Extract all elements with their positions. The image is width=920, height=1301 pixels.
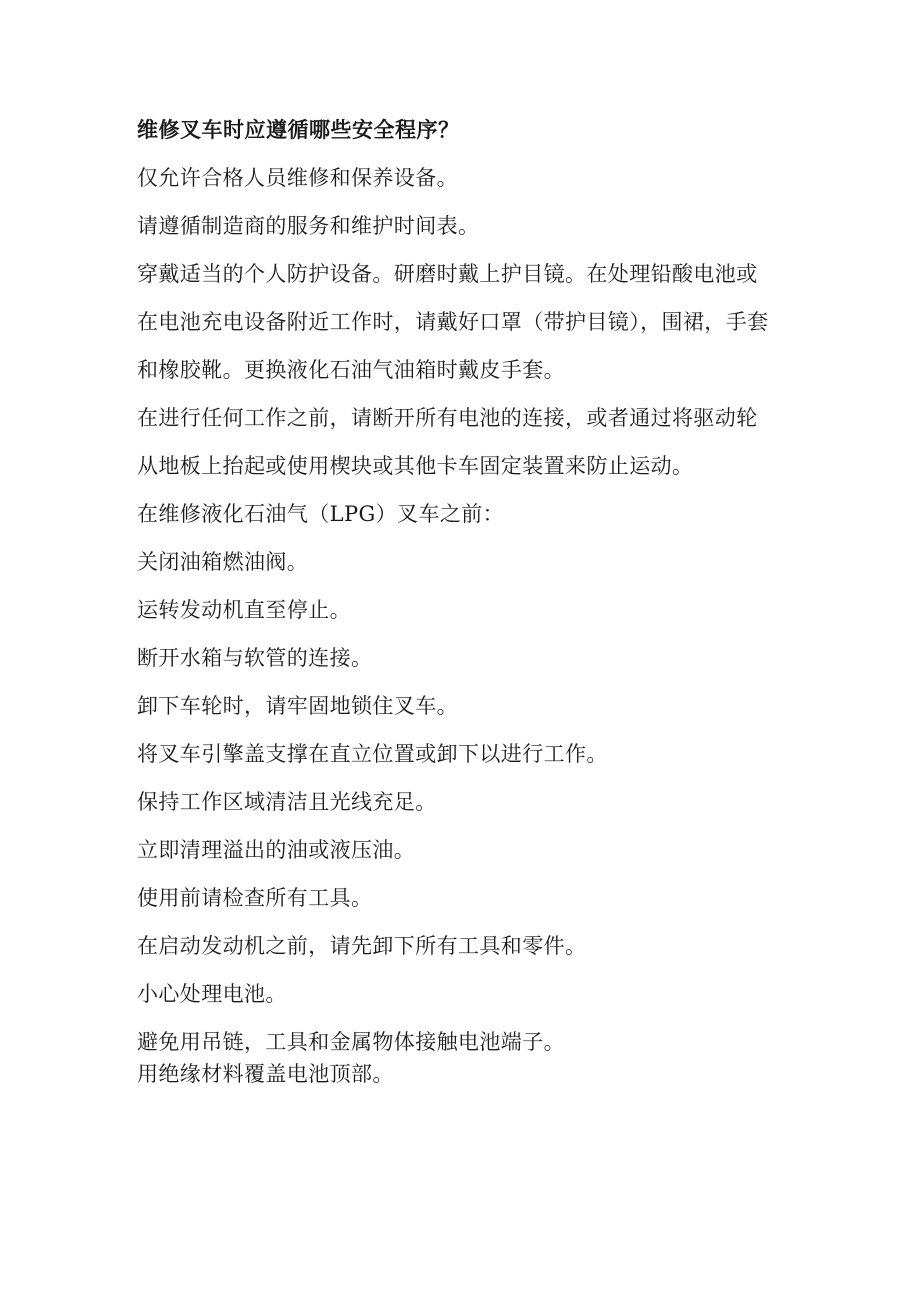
paragraph: 使用前请检查所有工具。 bbox=[137, 886, 373, 910]
document-title: 维修叉车时应遵循哪些安全程序？ bbox=[137, 118, 460, 142]
paragraph: 请遵循制造商的服务和维护时间表。 bbox=[137, 214, 480, 238]
paragraph: 在维修液化石油气（LPG）叉车之前： bbox=[137, 502, 505, 526]
paragraph: 运转发动机直至停止。 bbox=[137, 598, 351, 622]
paragraph: 小心处理电池。 bbox=[137, 982, 287, 1006]
paragraph: 关闭油箱燃油阀。 bbox=[137, 550, 309, 574]
paragraph: 断开水箱与软管的连接。 bbox=[137, 646, 373, 670]
paragraph: 在进行任何工作之前，请断开所有电池的连接，或者通过将驱动轮从地板上抬起或使用楔块或其他卡车固定装置来防止运动。 bbox=[137, 406, 758, 478]
paragraph: 避免用吊链，工具和金属物体接触电池端子。 bbox=[137, 1030, 565, 1054]
paragraph: 卸下车轮时，请牢固地锁住叉车。 bbox=[137, 694, 458, 718]
paragraph: 保持工作区域清洁且光线充足。 bbox=[137, 790, 437, 814]
paragraph: 用绝缘材料覆盖电池顶部。 bbox=[137, 1062, 394, 1086]
paragraph: 将叉车引擎盖支撑在直立位置或卸下以进行工作。 bbox=[137, 742, 608, 766]
paragraph: 立即清理溢出的油或液压油。 bbox=[137, 838, 416, 862]
paragraph: 在启动发动机之前，请先卸下所有工具和零件。 bbox=[137, 934, 587, 958]
paragraph: 仅允许合格人员维修和保养设备。 bbox=[137, 166, 458, 190]
paragraph: 穿戴适当的个人防护设备。研磨时戴上护目镜。在处理铅酸电池或在电池充电设备附近工作时，请戴好口罩（带护目镜），围裙，手套和橡胶靴。更换液化石油气油箱时戴皮手套。 bbox=[137, 262, 769, 382]
document-body bbox=[137, 112, 777, 1090]
